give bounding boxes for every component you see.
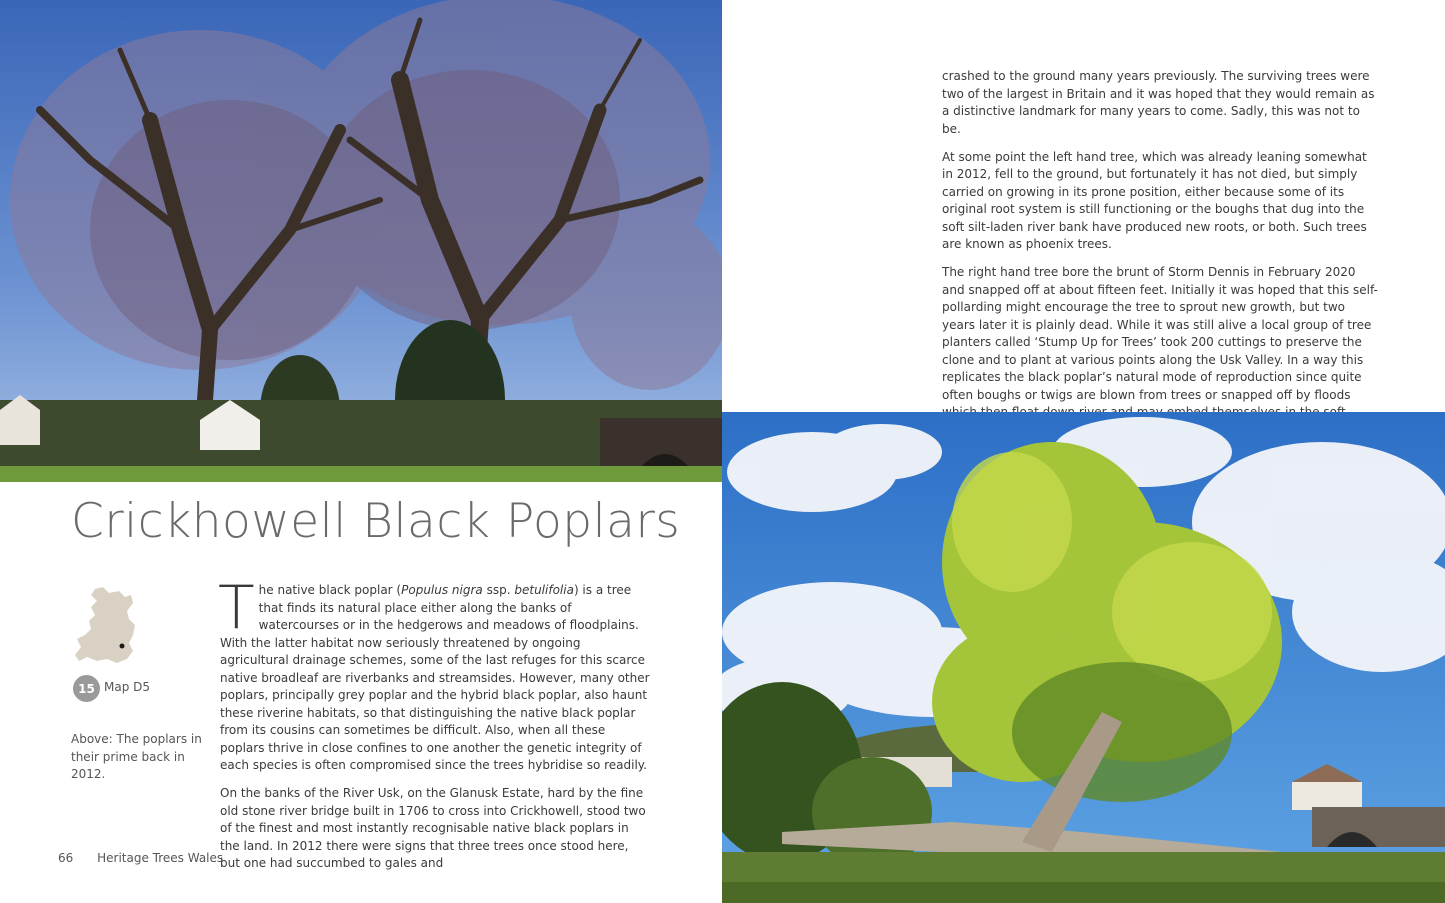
right-page [722,0,1445,903]
paragraph: At some point the left hand tree, which was already leaning somewhat in 2012, fell to the ground, but fortunately it has not died, but simply carried on growing in its prone position, either because some of its original root system is still functioning or the boughs that dug into the soft silt-laden river bank have produced new roots, or both. Such trees are known as phoenix trees. [942,149,1367,251]
photo-phoenix-tree [722,412,1445,903]
text-run: ) is a tree that finds its natural place either along the banks of watercourses or in the hedgerows and meadows of floodplains. With the latter habitat now seriously threatened by ongoing agricultural drainage schemes, some of the last refuges for this scarce native broadleaf are riverbanks and streamsides. However, many other poplars, principally grey poplar and the hybrid black poplar, also haunt these riverine habitats, so that distinguishing the native black poplar from its cousins can sometimes be difficult. Also, when all these poplars thrive in close confines to one another the genetic integrity of each species is often compromised since the trees hybridise so readily. [220,583,650,772]
photo-caption: Above: The poplars in their prime back in 2012. [71,732,202,781]
map-number-badge: 15 [73,675,100,702]
paragraph [218,573,652,775]
body-text-right [942,68,1378,450]
map-reference: Map D5 [104,680,151,694]
paragraph: crashed to the ground many years previously. The surviving trees were two of the largest in Britain and it was hoped that they would remain as a distinctive landmark for many years to come. Sadly, this was not to be. [942,69,1375,136]
book-title: Heritage Trees Wales [97,851,224,865]
text-run: he native black poplar ( [258,583,402,597]
italic-text: betulifolia [514,583,574,597]
page-footer [58,851,223,865]
paragraph: The right hand tree bore the brunt of Storm Dennis in February 2020 and snapped off at about fifteen feet. Initially it was hoped that this self-pollarding might encourage the tree to sprout new growth, but two years later it is plainly dead. While it was still alive a local group of tree planters called ‘Stump Up for Trees’ took 200 cuttings to preserve the clone and to plant at various points along the Usk Valley. In a way this replicates the black poplar’s natural mode of reproduction since quite often boughs or twigs are blown from trees or snapped off by floods [942,265,1378,402]
wales-map-icon [73,585,137,665]
left-page [0,0,722,903]
text-run: ssp. [482,583,515,597]
page-number: 66 [58,851,74,865]
body-text-left [218,573,652,883]
photo-poplars-2012 [0,0,722,482]
page-title: Crickhowell Black Poplars [71,494,681,549]
drop-cap: T [218,573,255,643]
paragraph-text [218,573,650,772]
italic-text: Populus nigra [401,583,483,597]
paragraph: On the banks of the River Usk, on the Glanusk Estate, hard by the fine old stone river bridge built in 1706 to cross into Crickhowell, stood two of the finest and most instantly recognisable native black poplars in the land. In 2012 there were signs that three trees once stood here, but one had succumbed to gales and [220,786,646,870]
